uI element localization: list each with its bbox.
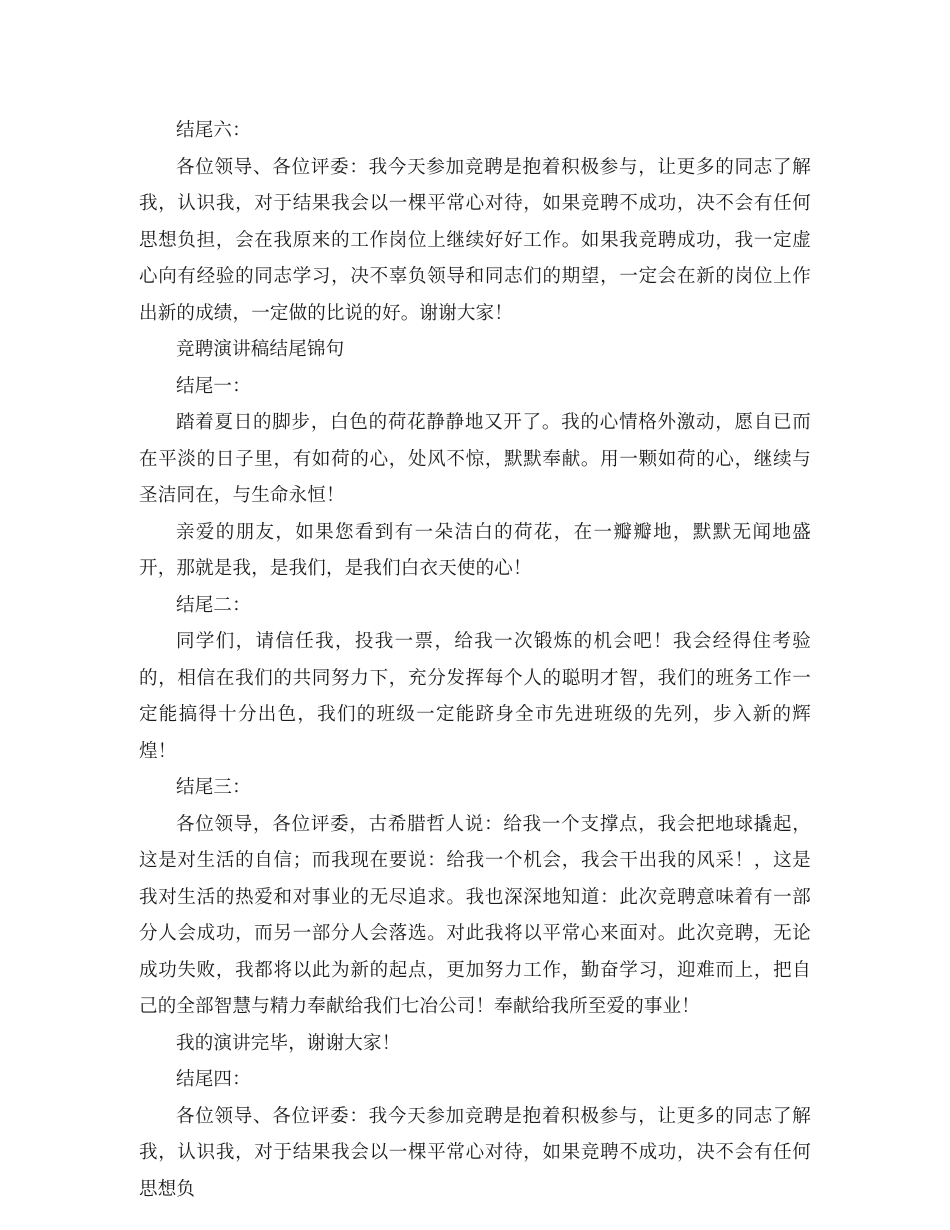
paragraph-ending-four-body: 各位领导、各位评委：我今天参加竞聘是抱着积极参与，让更多的同志了解我，认识我，对于结果我会以一棵平常心对待，如果竞聘不成功，决不会有任何思想负 [139,1105,811,1200]
paragraph-ending-three-body: 各位领导，各位评委，古希腊哲人说：给我一个支撑点，我会把地球撬起，这是对生活的自信；而我现在要说：给我一个机会，我会干出我的风采！，这是我对生活的热爱和对事业的无尽追求。我也深深地知道：此次竞聘意味着有一部分人会成功，而另一部分人会落选。对此我将以平常心来面对。此次竞聘，无论成功失败，我都将以此为新的起点，更加努力工作，勤奋学习，迎难而上，把自己的全部智慧与精力奉献给我们七冶公司！奉献给我所至爱的事业！ [139,813,811,1017]
section-heading-ending-six: 结尾六： [176,120,251,141]
section-title-closing-phrases: 竞聘演讲稿结尾锦句 [176,339,345,360]
paragraph-ending-one-body: 踏着夏日的脚步，白色的荷花静静地又开了。我的心情格外激动，愿自已而在平淡的日子里，有如荷的心，处风不惊，默默奉献。用一颗如荷的心，继续与圣洁同在，与生命永恒！ [139,412,811,506]
document-body [139,113,811,1208]
section-heading-ending-three: 结尾三： [176,777,251,798]
paragraph-ending-six-body: 各位领导、各位评委：我今天参加竞聘是抱着积极参与，让更多的同志了解我，认识我，对于结果我会以一棵平常心对待，如果竞聘不成功，决不会有任何思想负担，会在我原来的工作岗位上继续好好工作。如果我竞聘成功，我一定虚心向有经验的同志学习，决不辜负领导和同志们的期望，一定会在新的岗位上作出新的成绩，一定做的比说的好。谢谢大家！ [139,156,811,324]
section-heading-ending-two: 结尾二： [176,594,251,616]
paragraph-ending-three-closing: 我的演讲完毕，谢谢大家！ [176,1032,401,1054]
paragraph-ending-one-body-2: 亲爱的朋友，如果您看到有一朵洁白的荷花，在一瓣瓣地，默默无闻地盛开，那就是我，是我们，是我们白衣天使的心！ [139,521,811,579]
section-heading-ending-one: 结尾一： [176,375,251,397]
paragraph-ending-two-body: 同学们，请信任我，投我一票，给我一次锻炼的机会吧！我会经得住考验的，相信在我们的共同努力下，充分发挥每个人的聪明才智，我们的班务工作一定能搞得十分出色，我们的班级一定能跻身全市先进班级的先列，步入新的辉煌！ [139,631,811,762]
section-heading-ending-four: 结尾四： [176,1069,251,1090]
